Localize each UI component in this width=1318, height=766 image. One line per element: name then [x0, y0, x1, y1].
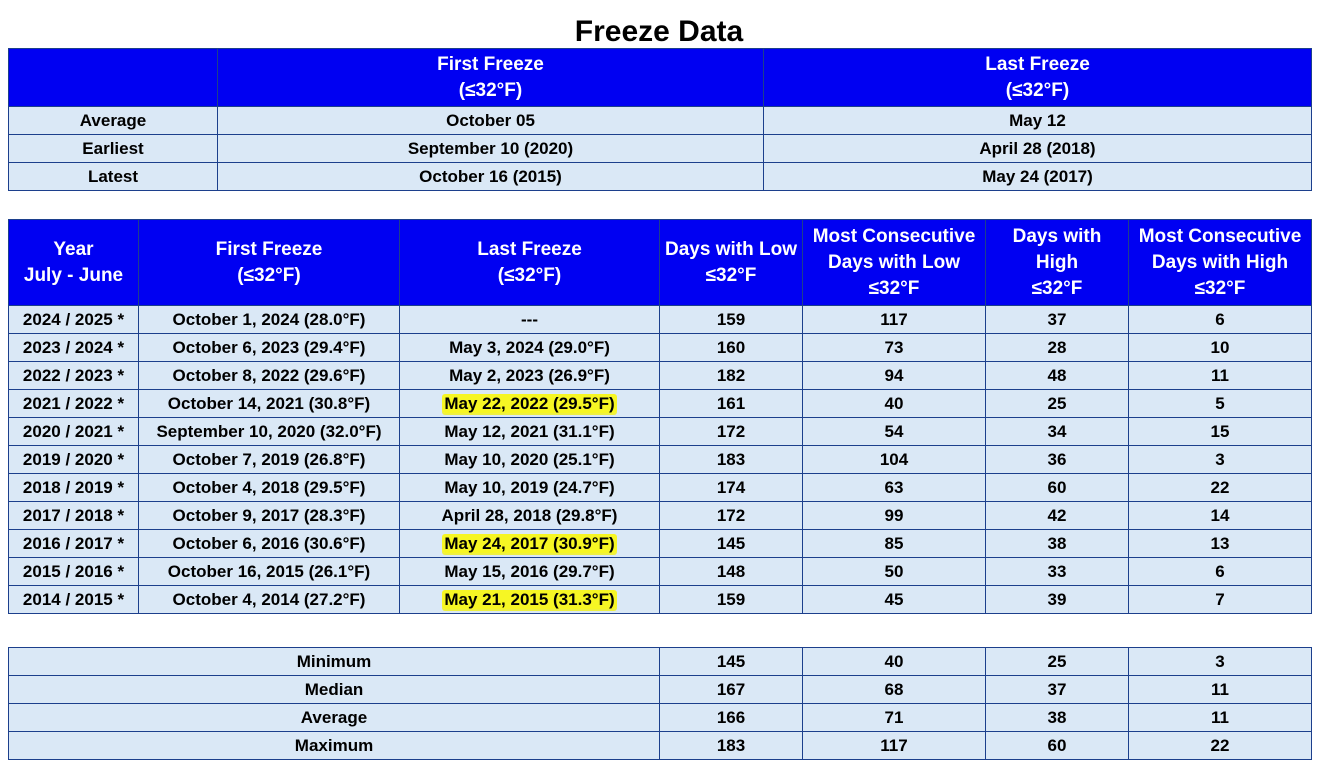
last-freeze-text: May 2, 2023 (26.9°F): [449, 366, 610, 385]
header-line: High: [1035, 251, 1079, 273]
stats-days-high: 37: [986, 676, 1129, 704]
last-freeze-cell: [400, 502, 660, 530]
year-cell: 2017 / 2018 *: [9, 502, 139, 530]
last-freeze-cell: [400, 586, 660, 614]
stats-body: [9, 648, 1312, 760]
table-row: [9, 306, 1312, 334]
summary-row: [9, 135, 1312, 163]
last-freeze-text: May 12, 2021 (31.1°F): [444, 422, 615, 441]
table-row: [9, 334, 1312, 362]
table-row: [9, 502, 1312, 530]
stats-row: [9, 732, 1312, 760]
last-freeze-cell: [400, 306, 660, 334]
yearly-table: [8, 219, 1312, 614]
last-freeze-text: May 22, 2022 (29.5°F): [444, 394, 615, 413]
summary-header-last-freeze: [764, 49, 1312, 107]
stats-days-low: 166: [660, 704, 803, 732]
stats-consec-low: 71: [803, 704, 986, 732]
days-high-cell: 39: [986, 586, 1129, 614]
header-last-freeze: [400, 220, 660, 306]
header-days-low: [660, 220, 803, 306]
summary-first-freeze: October 16 (2015): [218, 163, 764, 191]
stats-row: [9, 648, 1312, 676]
days-low-cell: 183: [660, 446, 803, 474]
consec-low-cell: 117: [803, 306, 986, 334]
stats-days-low: 145: [660, 648, 803, 676]
last-freeze-cell: [400, 418, 660, 446]
stats-consec-high: 3: [1129, 648, 1312, 676]
stats-row: [9, 676, 1312, 704]
last-freeze-text: May 21, 2015 (31.3°F): [444, 590, 615, 609]
summary-body: [9, 107, 1312, 191]
last-freeze-text: May 10, 2020 (25.1°F): [444, 450, 615, 469]
days-low-cell: 172: [660, 418, 803, 446]
stats-days-high: 25: [986, 648, 1129, 676]
year-cell: 2015 / 2016 *: [9, 558, 139, 586]
header-line: First Freeze: [215, 238, 323, 260]
days-high-cell: 42: [986, 502, 1129, 530]
table-row: [9, 362, 1312, 390]
stats-consec-high: 11: [1129, 704, 1312, 732]
header-line: ≤32°F: [868, 277, 920, 299]
consec-low-cell: 40: [803, 390, 986, 418]
days-low-cell: 160: [660, 334, 803, 362]
stats-row: [9, 704, 1312, 732]
table-row: [9, 446, 1312, 474]
summary-first-freeze: October 05: [218, 107, 764, 135]
last-freeze-text: May 3, 2024 (29.0°F): [449, 338, 610, 357]
header-line: Year: [53, 238, 94, 260]
first-freeze-cell: October 16, 2015 (26.1°F): [139, 558, 400, 586]
consec-high-cell: 10: [1129, 334, 1312, 362]
page-title: Freeze Data: [574, 15, 744, 48]
header-year: [9, 220, 139, 306]
summary-last-freeze: April 28 (2018): [764, 135, 1312, 163]
consec-high-cell: 6: [1129, 558, 1312, 586]
consec-high-cell: 6: [1129, 306, 1312, 334]
summary-label: Earliest: [9, 135, 218, 163]
stats-days-high: 38: [986, 704, 1129, 732]
first-freeze-cell: October 4, 2014 (27.2°F): [139, 586, 400, 614]
last-freeze-cell: [400, 558, 660, 586]
days-high-cell: 28: [986, 334, 1129, 362]
header-line: ≤32°F: [1031, 277, 1083, 299]
consec-low-cell: 99: [803, 502, 986, 530]
table-row: [9, 530, 1312, 558]
consec-low-cell: 63: [803, 474, 986, 502]
header-line: (≤32°F): [1005, 79, 1070, 101]
year-cell: 2024 / 2025 *: [9, 306, 139, 334]
consec-high-cell: 11: [1129, 362, 1312, 390]
stats-table: [8, 647, 1312, 760]
days-high-cell: 34: [986, 418, 1129, 446]
days-high-cell: 48: [986, 362, 1129, 390]
stats-days-low: 183: [660, 732, 803, 760]
first-freeze-cell: October 4, 2018 (29.5°F): [139, 474, 400, 502]
consec-high-cell: 3: [1129, 446, 1312, 474]
header-days-high: [986, 220, 1129, 306]
stats-label: Maximum: [9, 732, 660, 760]
summary-last-freeze: May 24 (2017): [764, 163, 1312, 191]
year-cell: 2018 / 2019 *: [9, 474, 139, 502]
consec-low-cell: 104: [803, 446, 986, 474]
first-freeze-cell: October 6, 2016 (30.6°F): [139, 530, 400, 558]
days-low-cell: 182: [660, 362, 803, 390]
year-cell: 2016 / 2017 *: [9, 530, 139, 558]
consec-high-cell: 13: [1129, 530, 1312, 558]
last-freeze-text: April 28, 2018 (29.8°F): [441, 506, 618, 525]
consec-low-cell: 45: [803, 586, 986, 614]
days-low-cell: 174: [660, 474, 803, 502]
table-row: [9, 586, 1312, 614]
stats-consec-low: 40: [803, 648, 986, 676]
header-line: (≤32°F): [497, 264, 562, 286]
header-line: Days with: [1012, 225, 1102, 247]
stats-label: Minimum: [9, 648, 660, 676]
days-high-cell: 38: [986, 530, 1129, 558]
consec-high-cell: 15: [1129, 418, 1312, 446]
header-line: (≤32°F): [237, 264, 301, 286]
first-freeze-cell: October 1, 2024 (28.0°F): [139, 306, 400, 334]
days-low-cell: 148: [660, 558, 803, 586]
consec-low-cell: 50: [803, 558, 986, 586]
summary-header-blank: [9, 49, 218, 107]
yearly-body: [9, 306, 1312, 614]
days-high-cell: 36: [986, 446, 1129, 474]
header-consec-high: [1129, 220, 1312, 306]
stats-consec-high: 11: [1129, 676, 1312, 704]
consec-high-cell: 22: [1129, 474, 1312, 502]
last-freeze-cell: [400, 334, 660, 362]
stats-label: Median: [9, 676, 660, 704]
yearly-header-row: [9, 220, 1312, 306]
days-high-cell: 33: [986, 558, 1129, 586]
header-line: Days with Low: [828, 251, 960, 273]
summary-row: [9, 163, 1312, 191]
stats-consec-high: 22: [1129, 732, 1312, 760]
last-freeze-text: May 10, 2019 (24.7°F): [444, 478, 615, 497]
header-line: Last Freeze: [985, 53, 1090, 75]
header-line: ≤32°F: [705, 264, 757, 286]
last-freeze-text: May 15, 2016 (29.7°F): [444, 562, 615, 581]
consec-low-cell: 94: [803, 362, 986, 390]
first-freeze-cell: October 9, 2017 (28.3°F): [139, 502, 400, 530]
stats-label: Average: [9, 704, 660, 732]
year-cell: 2021 / 2022 *: [9, 390, 139, 418]
summary-last-freeze: May 12: [764, 107, 1312, 135]
consec-low-cell: 54: [803, 418, 986, 446]
header-consec-low: [803, 220, 986, 306]
first-freeze-cell: September 10, 2020 (32.0°F): [139, 418, 400, 446]
stats-consec-low: 68: [803, 676, 986, 704]
header-line: Most Consecutive: [1138, 225, 1302, 247]
last-freeze-cell: [400, 390, 660, 418]
consec-high-cell: 14: [1129, 502, 1312, 530]
stats-consec-low: 117: [803, 732, 986, 760]
summary-label: Average: [9, 107, 218, 135]
consec-low-cell: 85: [803, 530, 986, 558]
year-cell: 2019 / 2020 *: [9, 446, 139, 474]
summary-header-row: [9, 49, 1312, 107]
stats-days-low: 167: [660, 676, 803, 704]
header-line: Last Freeze: [477, 238, 582, 260]
days-high-cell: 60: [986, 474, 1129, 502]
days-high-cell: 37: [986, 306, 1129, 334]
first-freeze-cell: October 8, 2022 (29.6°F): [139, 362, 400, 390]
summary-table: [8, 48, 1312, 191]
last-freeze-text: ---: [521, 310, 538, 329]
days-low-cell: 172: [660, 502, 803, 530]
consec-high-cell: 5: [1129, 390, 1312, 418]
year-cell: 2022 / 2023 *: [9, 362, 139, 390]
header-line: First Freeze: [437, 53, 544, 75]
table-row: [9, 474, 1312, 502]
stats-days-high: 60: [986, 732, 1129, 760]
table-row: [9, 558, 1312, 586]
header-line: Days with Low: [665, 238, 797, 260]
header-line: July - June: [23, 264, 124, 286]
header-line: Most Consecutive: [812, 225, 976, 247]
first-freeze-cell: October 14, 2021 (30.8°F): [139, 390, 400, 418]
days-high-cell: 25: [986, 390, 1129, 418]
table-row: [9, 418, 1312, 446]
days-low-cell: 145: [660, 530, 803, 558]
last-freeze-text: May 24, 2017 (30.9°F): [444, 534, 615, 553]
days-low-cell: 159: [660, 586, 803, 614]
summary-header-first-freeze: [218, 49, 764, 107]
last-freeze-cell: [400, 446, 660, 474]
year-cell: 2023 / 2024 *: [9, 334, 139, 362]
summary-row: [9, 107, 1312, 135]
year-cell: 2014 / 2015 *: [9, 586, 139, 614]
year-cell: 2020 / 2021 *: [9, 418, 139, 446]
header-line: Days with High: [1151, 251, 1289, 273]
last-freeze-cell: [400, 362, 660, 390]
table-row: [9, 390, 1312, 418]
days-low-cell: 161: [660, 390, 803, 418]
header-line: (≤32°F): [458, 79, 523, 101]
first-freeze-cell: October 7, 2019 (26.8°F): [139, 446, 400, 474]
summary-label: Latest: [9, 163, 218, 191]
header-first-freeze: [139, 220, 400, 306]
last-freeze-cell: [400, 474, 660, 502]
first-freeze-cell: October 6, 2023 (29.4°F): [139, 334, 400, 362]
days-low-cell: 159: [660, 306, 803, 334]
last-freeze-cell: [400, 530, 660, 558]
consec-high-cell: 7: [1129, 586, 1312, 614]
consec-low-cell: 73: [803, 334, 986, 362]
header-line: ≤32°F: [1194, 277, 1246, 299]
summary-first-freeze: September 10 (2020): [218, 135, 764, 163]
